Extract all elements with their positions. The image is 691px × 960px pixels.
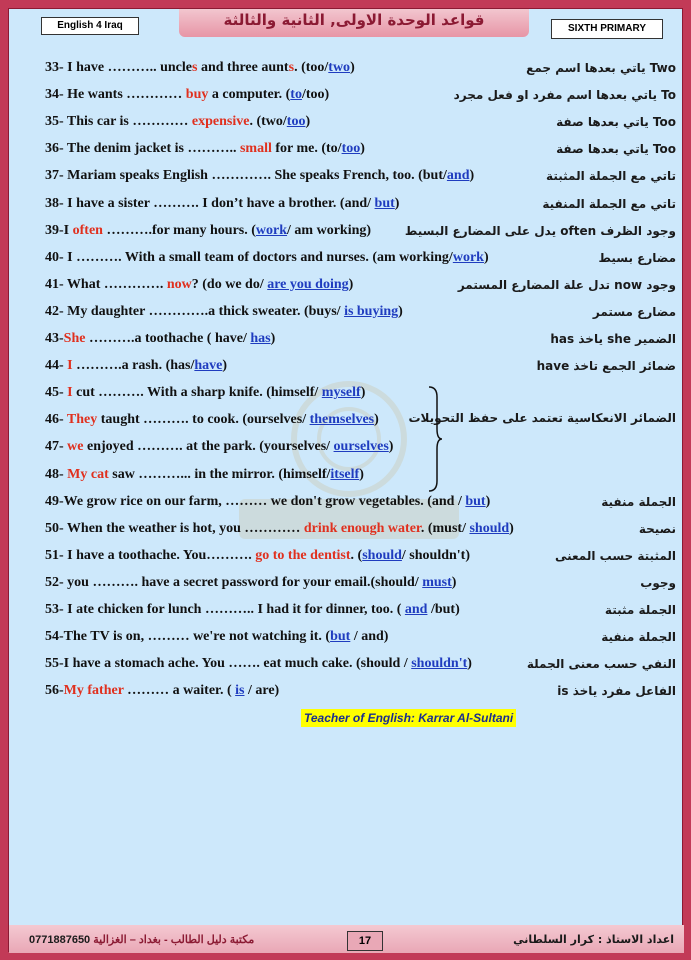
- sentence-text: 37- Mariam speaks English …………. She speaks French, too. (but/: [45, 168, 447, 184]
- exercise-sentence: [45, 680, 279, 702]
- exercise-row: [9, 111, 684, 133]
- hint-word: I: [67, 385, 73, 401]
- sentence-text: 33- I have ……….. uncle: [45, 60, 192, 75]
- hint-word: often: [72, 222, 103, 238]
- answer-text: but: [465, 493, 486, 509]
- sentence-text: 45-: [45, 385, 68, 401]
- exercise-row: [9, 518, 684, 540]
- sentence-text: . (too/: [294, 60, 329, 75]
- hint-word: now: [166, 276, 192, 292]
- sentence-text: a computer. (: [208, 87, 291, 103]
- sentence-text: 39-I: [45, 222, 73, 238]
- hint-word: small: [239, 141, 272, 157]
- footer-library: مكتبة دليل الطالب - بغداد – الغزالية: [93, 934, 255, 946]
- answer-text: should: [469, 520, 510, 536]
- sentence-text: / am working): [287, 222, 372, 238]
- sentence-text: ): [483, 249, 489, 265]
- sentence-text: ): [398, 303, 403, 319]
- exercise-row: [9, 599, 684, 621]
- answer-text: to: [290, 87, 302, 103]
- grammar-note: الجملة مثبتة: [604, 603, 676, 617]
- exercise-list: [9, 9, 684, 953]
- exercise-sentence: [45, 653, 472, 675]
- grammar-note: نصيحة: [638, 521, 676, 536]
- grammar-note: الجملة منفية: [601, 630, 676, 645]
- sentence-text: 46-: [45, 412, 67, 428]
- hint-word: They: [66, 412, 98, 428]
- sentence-text: / are): [244, 683, 280, 699]
- hint-word: I: [67, 358, 73, 374]
- answer-text: is buying: [344, 303, 399, 319]
- grammar-note: Too ياتي بعدها صفة: [556, 115, 676, 130]
- grammar-note: الضمائر الانعكاسية تعتمد على حفظ التحويلات: [408, 411, 676, 426]
- sentence-text: ? (do we do/: [191, 276, 268, 292]
- bracket-icon: [427, 385, 443, 493]
- exercise-row: [9, 653, 684, 675]
- sentence-text: 41- What ………….: [45, 276, 167, 292]
- sentence-text: / shouldn't): [401, 547, 471, 563]
- sentence-text: . (two/: [249, 114, 287, 130]
- exercise-sentence: [45, 518, 514, 540]
- exercise-sentence: [45, 328, 275, 350]
- sentence-text: ): [469, 168, 475, 184]
- exercise-sentence: [45, 409, 379, 431]
- sentence-text: ……….for many hours. (: [102, 222, 256, 238]
- exercise-row: [9, 193, 684, 215]
- answer-text: two: [328, 60, 351, 75]
- exercise-sentence: [45, 138, 365, 160]
- answer-text: but: [330, 629, 351, 645]
- page-title: قواعد الوحدة الاولى, الثانية والثالثة: [223, 11, 485, 29]
- sentence-text: 53- I ate chicken for lunch ……….. I had it for dinner, too. (: [45, 602, 405, 617]
- answer-text: and: [446, 168, 470, 184]
- exercise-row: [9, 220, 684, 242]
- answer-text: too: [286, 114, 306, 130]
- grammar-note: وجود now تدل علة المضارع المستمر: [457, 277, 676, 292]
- sentence-text: 48-: [45, 466, 68, 482]
- sentence-text: ): [467, 656, 472, 672]
- sentence-text: ……….a rash. (has/: [72, 358, 195, 374]
- exercise-sentence: [45, 111, 310, 133]
- sentence-text: 35- This car is …………: [45, 114, 192, 130]
- exercise-sentence: [45, 84, 329, 106]
- sentence-text: ): [451, 574, 457, 590]
- exercise-row: [9, 355, 684, 377]
- page-number: 17: [347, 931, 383, 951]
- sentence-text: . (must/: [420, 520, 470, 536]
- answer-text: myself: [321, 385, 361, 401]
- answer-text: are you doing: [267, 276, 349, 292]
- sentence-text: saw ………... in the mirror. (himself/: [108, 466, 331, 482]
- answer-text: itself: [330, 466, 360, 482]
- exercise-row: [9, 382, 684, 404]
- hint-word: s: [288, 60, 295, 75]
- answer-text: have: [194, 358, 223, 374]
- exercise-row: [9, 409, 684, 431]
- sentence-text: 38- I have a sister ………. I don’t have a brother. (and/: [45, 195, 375, 211]
- exercise-row: [9, 436, 684, 458]
- exercise-sentence: [45, 274, 353, 296]
- exercise-row: [9, 328, 684, 350]
- sentence-text: 42- My daughter ………….a thick sweater. (buys/: [45, 303, 345, 319]
- answer-text: too: [341, 141, 361, 157]
- hint-word: She: [63, 331, 86, 346]
- sentence-text: 56-: [45, 683, 64, 699]
- sentence-text: ): [360, 385, 366, 401]
- grammar-note: المثبتة حسب المعنى: [554, 548, 676, 563]
- grammar-note: تاتي مع الجملة المنفية: [542, 196, 676, 211]
- sentence-text: 54-The TV is on, ……… we're not watching it. (: [45, 629, 331, 645]
- grammar-note: الجملة منفية: [601, 494, 676, 509]
- exercise-sentence: [45, 464, 364, 486]
- sentence-text: cut ………. With a sharp knife. (himself/: [72, 385, 322, 401]
- hint-word: s: [192, 60, 198, 75]
- grammar-note: Too ياتي بعدها صفة: [556, 142, 676, 157]
- hint-word: we: [67, 439, 84, 455]
- sentence-text: ): [374, 412, 379, 428]
- exercise-row: [9, 572, 684, 594]
- exercise-sentence: [45, 57, 355, 79]
- grammar-note: مضارع مستمر: [592, 304, 676, 319]
- grammar-note: ضمائر الجمع تاخذ have: [536, 359, 676, 374]
- sentence-text: ): [394, 195, 400, 211]
- sentence-text: ……….a toothache ( have/: [85, 331, 251, 346]
- sentence-text: ): [509, 520, 514, 536]
- exercise-row: [9, 57, 684, 79]
- sentence-text: 44-: [45, 358, 68, 374]
- answer-text: ourselves: [333, 439, 389, 455]
- exercise-row: [9, 247, 684, 269]
- exercise-row: [9, 491, 684, 513]
- sentence-text: ): [485, 493, 491, 509]
- grammar-note: وجود الظرف often يدل على المضارع البسيط: [404, 223, 676, 238]
- sentence-text: and three aunt: [197, 60, 289, 75]
- exercise-row: [9, 274, 684, 296]
- grammar-note: تاتي مع الجملة المثبتة: [546, 169, 676, 184]
- exercise-row: [9, 301, 684, 323]
- hint-word: expensive: [191, 114, 250, 130]
- sentence-text: /too): [301, 87, 330, 103]
- answer-text: work: [452, 249, 484, 265]
- sentence-text: ……… a waiter. (: [123, 683, 236, 699]
- exercise-row: [9, 680, 684, 702]
- sentence-text: taught ………. to cook. (ourselves/: [97, 412, 310, 428]
- exercise-row: [9, 626, 684, 648]
- exercise-row: [9, 165, 684, 187]
- grammar-note: النفي حسب معنى الجملة: [526, 657, 676, 672]
- sentence-text: / and): [350, 629, 389, 645]
- exercise-row: [9, 545, 684, 567]
- answer-text: shouldn't: [411, 656, 468, 672]
- header-right-tag: SIXTH PRIMARY: [551, 19, 663, 39]
- hint-word: drink enough water: [303, 520, 421, 536]
- hint-word: go to the dentist: [255, 547, 351, 563]
- hint-word: My father: [63, 683, 124, 699]
- sentence-text: ): [350, 60, 355, 75]
- exercise-sentence: [45, 193, 399, 215]
- footer-contact: [29, 933, 254, 946]
- answer-text: has: [250, 331, 271, 346]
- answer-text: must: [422, 574, 452, 590]
- exercise-sentence: [45, 599, 460, 621]
- footer-phone: 0771887650: [29, 934, 91, 946]
- answer-text: work: [255, 222, 288, 238]
- answer-text: should: [362, 547, 402, 563]
- exercise-sentence: [45, 355, 227, 377]
- exercise-sentence: [45, 220, 371, 242]
- exercise-row: [9, 84, 684, 106]
- exercise-sentence: [45, 165, 474, 187]
- sentence-text: 34- He wants …………: [45, 87, 186, 103]
- sentence-text: 55-I have a stomach ache. You ……. eat much cake. (should /: [45, 656, 412, 672]
- grammar-note: مضارع بسيط: [598, 250, 676, 265]
- sentence-text: 52- you ………. have a secret password for your email.(should/: [45, 574, 423, 590]
- sentence-text: ): [359, 466, 364, 482]
- hint-word: My cat: [67, 466, 109, 482]
- exercise-sentence: [45, 436, 393, 458]
- sentence-text: ): [270, 331, 276, 346]
- exercise-sentence: [45, 491, 490, 513]
- grammar-note: الفاعل مفرد ياخذ is: [557, 684, 676, 699]
- sentence-text: 47-: [45, 439, 68, 455]
- answer-text: is: [235, 683, 245, 699]
- sentence-text: ): [388, 439, 394, 455]
- sentence-text: for me. (to/: [271, 141, 342, 157]
- answer-text: themselves: [309, 412, 375, 428]
- worksheet-page: [8, 8, 683, 952]
- grammar-note: الضمير she ياخذ has: [550, 332, 676, 346]
- sentence-text: 50- When the weather is hot, you …………: [45, 520, 304, 536]
- sentence-text: ): [360, 141, 365, 157]
- sentence-text: enjoyed ………. at the park. (yourselves/: [83, 439, 334, 455]
- teacher-credit: Teacher of English: Karrar Al-Sultani: [301, 709, 516, 727]
- sentence-text: 40- I ………. With a small team of doctors and nurses. (am working/: [45, 249, 453, 265]
- exercise-row: [9, 138, 684, 160]
- header-left-tag: English 4 Iraq: [41, 17, 139, 35]
- grammar-note: Two ياتي بعدها اسم جمع: [526, 61, 676, 75]
- grammar-note: To ياتي بعدها اسم مفرد او فعل مجرد: [453, 88, 676, 103]
- sentence-text: /but): [427, 602, 460, 617]
- exercise-row: [9, 464, 684, 486]
- exercise-sentence: [45, 545, 470, 567]
- exercise-sentence: [45, 572, 456, 594]
- sentence-text: ): [305, 114, 311, 130]
- answer-text: and: [404, 602, 428, 617]
- sentence-text: . (: [350, 547, 363, 563]
- grammar-note: وجوب: [640, 575, 676, 590]
- sentence-text: ): [222, 358, 228, 374]
- footer: [9, 929, 684, 955]
- exercise-sentence: [45, 301, 403, 323]
- exercise-sentence: [45, 382, 365, 404]
- sentence-text: ): [348, 276, 354, 292]
- footer-author: اعداد الاستاذ : كرار السلطاني: [513, 933, 674, 946]
- hint-word: buy: [185, 87, 209, 103]
- sentence-text: 51- I have a toothache. You……….: [45, 547, 256, 563]
- answer-text: but: [374, 195, 395, 211]
- exercise-sentence: [45, 626, 388, 648]
- sentence-text: 49-We grow rice on our farm, ……… we don't grow vegetables. (and /: [45, 493, 466, 509]
- sentence-text: 43-: [45, 331, 64, 346]
- exercise-sentence: [45, 247, 489, 269]
- sentence-text: 36- The denim jacket is ………..: [45, 141, 240, 157]
